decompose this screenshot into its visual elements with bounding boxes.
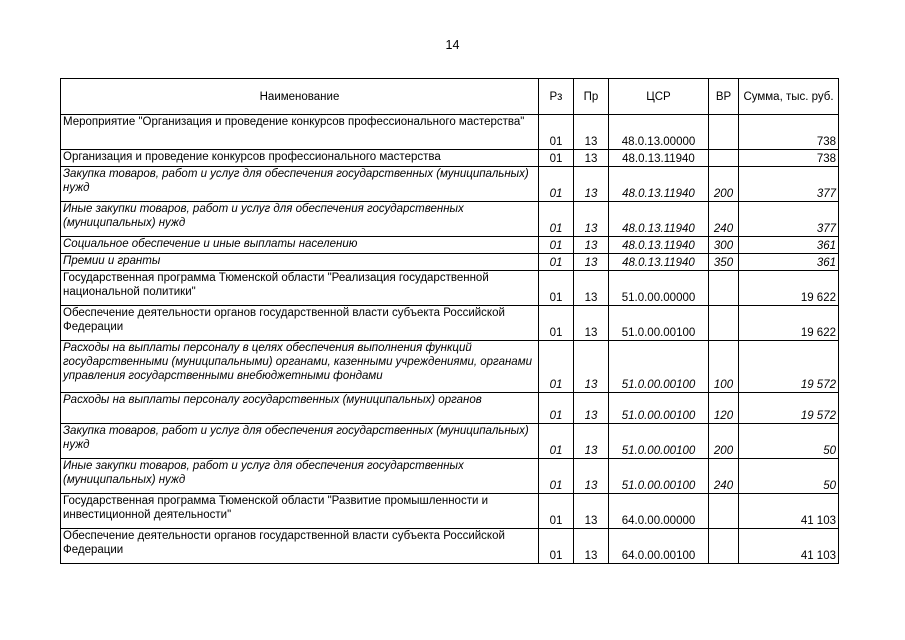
- row-name: Закупка товаров, работ и услуг для обеспечения государственных (муниципальных) нужд: [61, 424, 539, 459]
- row-sum: 738: [739, 150, 839, 167]
- row-rz: 01: [539, 494, 574, 529]
- row-vr: 200: [709, 424, 739, 459]
- row-name: Социальное обеспечение и иные выплаты населению: [61, 237, 539, 254]
- row-name: Премии и гранты: [61, 254, 539, 271]
- row-name: Государственная программа Тюменской области "Реализация государственной национальной политики": [61, 271, 539, 306]
- table-row: [61, 150, 839, 167]
- row-pr: 13: [574, 494, 609, 529]
- table-row: [61, 494, 839, 529]
- row-rz: 01: [539, 271, 574, 306]
- row-sum: 41 103: [739, 494, 839, 529]
- table-row: [61, 424, 839, 459]
- table-row: [61, 529, 839, 564]
- row-name: Расходы на выплаты персоналу государственных (муниципальных) органов: [61, 393, 539, 424]
- row-rz: 01: [539, 529, 574, 564]
- row-rz: 01: [539, 341, 574, 393]
- row-vr: [709, 306, 739, 341]
- row-rz: 01: [539, 237, 574, 254]
- row-rz: 01: [539, 306, 574, 341]
- row-sum: 19 622: [739, 306, 839, 341]
- row-vr: 350: [709, 254, 739, 271]
- row-vr: [709, 529, 739, 564]
- row-pr: 13: [574, 306, 609, 341]
- row-pr: 13: [574, 393, 609, 424]
- row-csr: 48.0.13.11940: [609, 237, 709, 254]
- row-name: Иные закупки товаров, работ и услуг для обеспечения государственных (муниципальных) нужд: [61, 459, 539, 494]
- row-csr: 48.0.13.11940: [609, 254, 709, 271]
- row-pr: 13: [574, 115, 609, 150]
- row-pr: 13: [574, 271, 609, 306]
- row-vr: [709, 494, 739, 529]
- row-csr: 64.0.00.00100: [609, 529, 709, 564]
- row-csr: 51.0.00.00100: [609, 393, 709, 424]
- row-csr: 51.0.00.00100: [609, 306, 709, 341]
- row-name: Государственная программа Тюменской области "Развитие промышленности и инвестиционной деятельности": [61, 494, 539, 529]
- row-csr: 48.0.13.11940: [609, 150, 709, 167]
- row-sum: 738: [739, 115, 839, 150]
- row-vr: 200: [709, 167, 739, 202]
- header-pr: Пр: [574, 79, 609, 115]
- row-rz: 01: [539, 254, 574, 271]
- row-sum: 19 622: [739, 271, 839, 306]
- row-name: Организация и проведение конкурсов профессионального мастерства: [61, 150, 539, 167]
- row-sum: 377: [739, 167, 839, 202]
- budget-table: [60, 78, 839, 564]
- row-sum: 361: [739, 254, 839, 271]
- row-name: Обеспечение деятельности органов государственной власти субъекта Российской Федерации: [61, 306, 539, 341]
- row-vr: 300: [709, 237, 739, 254]
- table-row: [61, 459, 839, 494]
- row-vr: 120: [709, 393, 739, 424]
- row-pr: 13: [574, 459, 609, 494]
- row-pr: 13: [574, 529, 609, 564]
- row-pr: 13: [574, 150, 609, 167]
- row-sum: 361: [739, 237, 839, 254]
- table-row: [61, 306, 839, 341]
- row-csr: 51.0.00.00100: [609, 424, 709, 459]
- row-sum: 50: [739, 459, 839, 494]
- row-rz: 01: [539, 150, 574, 167]
- row-name: Закупка товаров, работ и услуг для обеспечения государственных (муниципальных) нужд: [61, 167, 539, 202]
- row-csr: 48.0.13.00000: [609, 115, 709, 150]
- header-vr: ВР: [709, 79, 739, 115]
- row-name: Иные закупки товаров, работ и услуг для обеспечения государственных (муниципальных) нужд: [61, 202, 539, 237]
- row-vr: [709, 115, 739, 150]
- row-pr: 13: [574, 254, 609, 271]
- header-csr: ЦСР: [609, 79, 709, 115]
- row-rz: 01: [539, 393, 574, 424]
- row-sum: 19 572: [739, 393, 839, 424]
- row-csr: 48.0.13.11940: [609, 202, 709, 237]
- row-rz: 01: [539, 115, 574, 150]
- row-sum: 19 572: [739, 341, 839, 393]
- row-vr: 100: [709, 341, 739, 393]
- row-pr: 13: [574, 202, 609, 237]
- page-number: 14: [445, 38, 460, 52]
- table-row: [61, 202, 839, 237]
- table-row: [61, 237, 839, 254]
- row-pr: 13: [574, 167, 609, 202]
- header-rz: Рз: [539, 79, 574, 115]
- row-sum: 50: [739, 424, 839, 459]
- row-csr: 51.0.00.00100: [609, 459, 709, 494]
- header-row: [61, 79, 839, 115]
- row-name: Мероприятие "Организация и проведение конкурсов профессионального мастерства": [61, 115, 539, 150]
- row-pr: 13: [574, 341, 609, 393]
- row-vr: [709, 150, 739, 167]
- row-vr: [709, 271, 739, 306]
- table-row: [61, 393, 839, 424]
- row-csr: 51.0.00.00000: [609, 271, 709, 306]
- row-vr: 240: [709, 202, 739, 237]
- row-rz: 01: [539, 167, 574, 202]
- row-name: Расходы на выплаты персоналу в целях обеспечения выполнения функций государственными (муниципальными) органами, казенными учреждениями, органами управления государственными внебюджетными фондами: [61, 341, 539, 393]
- table-row: [61, 115, 839, 150]
- row-rz: 01: [539, 424, 574, 459]
- row-vr: 240: [709, 459, 739, 494]
- row-rz: 01: [539, 459, 574, 494]
- header-name: Наименование: [61, 79, 539, 115]
- row-pr: 13: [574, 424, 609, 459]
- table-row: [61, 341, 839, 393]
- row-sum: 377: [739, 202, 839, 237]
- row-sum: 41 103: [739, 529, 839, 564]
- row-csr: 48.0.13.11940: [609, 167, 709, 202]
- table-row: [61, 167, 839, 202]
- header-sum: Сумма, тыс. руб.: [739, 79, 839, 115]
- table-row: [61, 254, 839, 271]
- row-rz: 01: [539, 202, 574, 237]
- row-name: Обеспечение деятельности органов государственной власти субъекта Российской Федерации: [61, 529, 539, 564]
- row-csr: 64.0.00.00000: [609, 494, 709, 529]
- table-row: [61, 271, 839, 306]
- row-csr: 51.0.00.00100: [609, 341, 709, 393]
- row-pr: 13: [574, 237, 609, 254]
